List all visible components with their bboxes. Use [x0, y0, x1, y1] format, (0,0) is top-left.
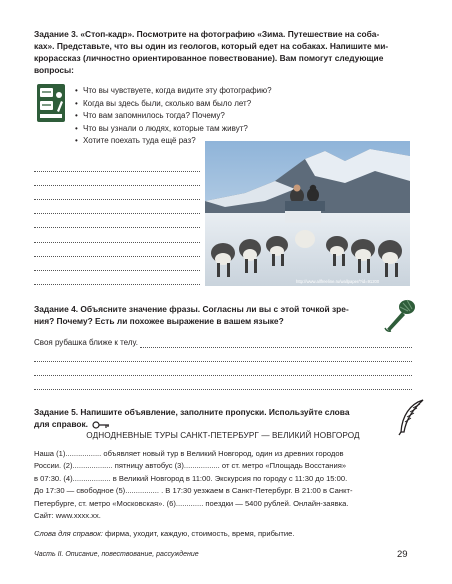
answer-line[interactable]: [34, 243, 200, 257]
photo-credit: http://www.allfreeline.ru/wallpaper/?id=91200: [296, 279, 380, 284]
reference-words: [34, 529, 412, 538]
reference-label: Слова для справок:: [34, 529, 103, 538]
proverb-text: Своя рубашка ближе к телу.: [34, 338, 138, 347]
ad-line[interactable]: До 17:30 — свободное (5)................ . В 17:30 уезжаем в Санкт-Петербург. В 21:00 в Санкт-: [34, 486, 353, 496]
task4-heading-line: ния? Почему? Есть ли похожее выражение в вашем языке?: [34, 316, 284, 326]
task4-answer-row[interactable]: [34, 338, 412, 348]
answer-line[interactable]: [34, 375, 412, 376]
answer-line[interactable]: [34, 257, 200, 271]
ad-line[interactable]: Наша (1)................. объявляет новый тур в Великий Новгород, один из древних городов: [34, 449, 344, 458]
ad-line: Сайт: www.xxxx.xx.: [34, 511, 101, 521]
question-item: • Что вам запомнилось тогда? Почему?: [75, 110, 272, 123]
ad-title: ОДНОДНЕВНЫЕ ТУРЫ САНКТ-ПЕТЕРБУРГ — ВЕЛИКИЙ НОВГОРОД: [86, 431, 360, 440]
ad-line[interactable]: России. (2)................... пятницу автобус (3)................. от ст. метро «Площадь Восстания»: [34, 461, 347, 471]
ad-body[interactable]: [34, 448, 412, 522]
task3-heading-line: Задание 3. «Стоп-кадр». Посмотрите на фотографию «Зима. Путешествие на соба-: [34, 29, 380, 39]
answer-line[interactable]: [140, 338, 412, 348]
answer-line[interactable]: [34, 214, 200, 228]
answer-line[interactable]: [34, 200, 200, 214]
ad-line[interactable]: в 07:30. (4).................. в Великий Новгород в 11:00. Экскурсия по городу с 11:30 до 15:00.: [34, 473, 348, 483]
task5-heading-line: Задание 5. Напишите объявление, заполните пропуски. Используйте слова: [34, 407, 350, 417]
task3-answer-lines[interactable]: [34, 158, 200, 285]
task5-heading-line-text: для справок.: [34, 419, 89, 429]
page-number: 29: [397, 549, 408, 560]
task5-heading: [34, 406, 389, 430]
task4-heading-line: Задание 4. Объясните значение фразы. Согласны ли вы с этой точкой зре-: [34, 304, 349, 314]
task5-heading-line: [34, 418, 389, 430]
answer-line[interactable]: [34, 271, 200, 285]
footer-text: Часть II. Описание, повествование, рассуждение: [34, 551, 199, 558]
task3-heading-line: вопросы:: [34, 65, 74, 75]
question-item: • Когда вы здесь были, сколько вам было лет?: [75, 98, 272, 111]
ad-line[interactable]: Петербурге, ст. метро «Московская». (6)............. поездки — 5400 рублей. Онлайн-заявка.: [34, 498, 349, 508]
answer-line[interactable]: [34, 361, 412, 362]
answer-line[interactable]: [34, 228, 200, 242]
question-item: • Хотите поехать туда ещё раз?: [75, 135, 272, 148]
answer-line[interactable]: [34, 158, 200, 172]
task3-heading-line: ках». Представьте, что вы один из геологов, который едет на собаках. Напишите ми-: [34, 41, 389, 51]
key-icon: [92, 421, 110, 429]
answer-line[interactable]: [34, 186, 200, 200]
task4-heading: [34, 303, 382, 327]
speech-bubble-pen-icon: [36, 83, 66, 123]
microphone-icon: [381, 297, 419, 333]
question-item: • Что вы чувствуете, когда видите эту фотографию?: [75, 85, 272, 98]
task3-heading: [34, 28, 422, 76]
reference-list: фирма, уходит, каждую, стоимость, время, прибытие.: [102, 529, 295, 538]
dog-sled-photo: [205, 141, 410, 286]
answer-line[interactable]: [34, 172, 200, 186]
question-item: • Что вы узнали о людях, которые там живут?: [75, 123, 272, 136]
task3-heading-line: крорассказ (личностно ориентированное повествование). Вам помогут следующие: [34, 53, 384, 63]
task3-questions: [75, 85, 272, 148]
answer-line[interactable]: [34, 389, 412, 390]
